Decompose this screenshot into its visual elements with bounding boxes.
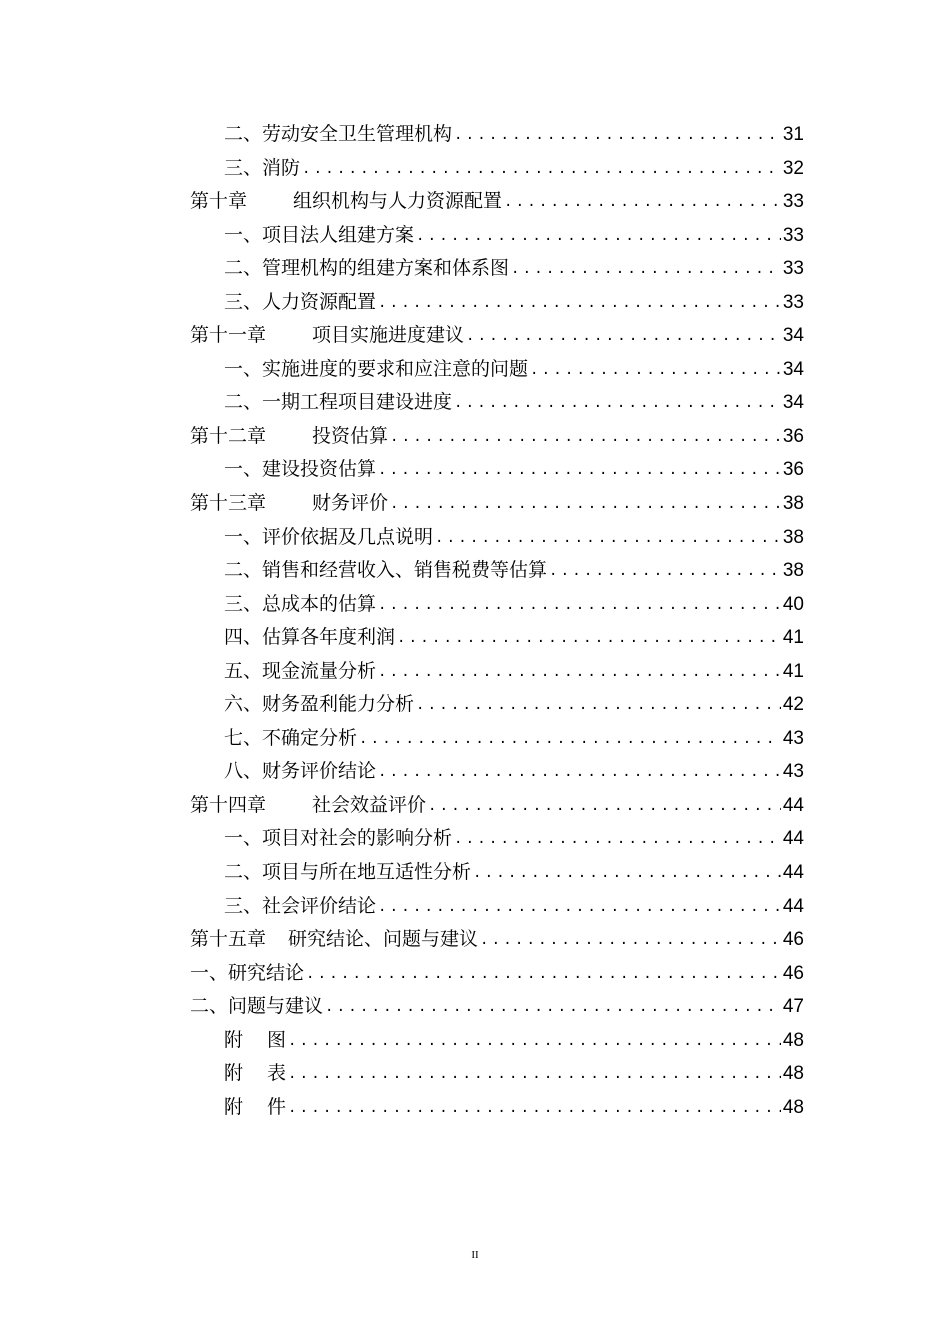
toc-entry-title: 表 xyxy=(267,1062,287,1085)
toc-entry[interactable] xyxy=(190,688,804,722)
toc-dot-leader xyxy=(288,1025,781,1059)
toc-dot-leader xyxy=(288,1058,781,1092)
toc-entry-number: 二、 xyxy=(190,995,229,1018)
toc-entry[interactable] xyxy=(190,353,804,387)
toc-entry-title: 销售和经营收入、销售税费等估算 xyxy=(262,559,548,582)
toc-entry-page-number: 46 xyxy=(782,962,804,984)
toc-dot-leader xyxy=(390,488,781,522)
toc-entry-title: 件 xyxy=(267,1095,287,1118)
toc-entry[interactable] xyxy=(190,554,804,588)
toc-entry-title: 项目与所在地互适性分析 xyxy=(262,861,472,884)
toc-dot-leader xyxy=(359,723,781,757)
toc-entry[interactable] xyxy=(190,621,804,655)
toc-dot-leader xyxy=(530,354,781,388)
toc-entry-page-number: 32 xyxy=(782,157,804,179)
table-of-contents xyxy=(190,118,804,1124)
toc-dot-leader xyxy=(378,454,781,488)
toc-entry-number: 二、 xyxy=(224,123,263,145)
toc-entry-number: 一、 xyxy=(224,458,263,481)
toc-entry-page-number: 43 xyxy=(782,727,804,749)
toc-entry-number: 三、 xyxy=(224,894,263,917)
toc-entry-title: 估算各年度利润 xyxy=(262,626,396,649)
toc-entry-page-number: 38 xyxy=(782,526,804,548)
toc-entry-number: 第十二章 xyxy=(190,424,267,447)
toc-entry-number: 三、 xyxy=(224,156,263,179)
toc-entry[interactable] xyxy=(190,118,804,152)
toc-entry-title: 财务评价结论 xyxy=(262,760,377,783)
toc-entry-title: 一期工程项目建设进度 xyxy=(262,391,453,414)
toc-dot-leader xyxy=(378,891,781,925)
toc-dot-leader xyxy=(473,857,781,891)
toc-entry-page-number: 33 xyxy=(782,191,804,213)
toc-entry-title: 建设投资估算 xyxy=(262,458,377,481)
toc-entry[interactable] xyxy=(190,286,804,320)
toc-entry-page-number: 33 xyxy=(782,291,804,313)
toc-entry[interactable] xyxy=(190,487,804,521)
toc-entry-number: 四、 xyxy=(224,626,263,649)
toc-entry-page-number: 31 xyxy=(782,124,804,145)
toc-entry-page-number: 42 xyxy=(782,694,804,716)
toc-dot-leader xyxy=(378,656,781,690)
toc-entry-page-number: 34 xyxy=(782,325,804,347)
page-footer-number: II xyxy=(471,1249,479,1261)
toc-entry[interactable] xyxy=(190,856,804,890)
toc-dot-leader xyxy=(288,1092,781,1126)
toc-entry-number: 附 xyxy=(224,1062,244,1085)
toc-entry-number: 二、 xyxy=(224,861,263,884)
toc-entry-number: 第十一章 xyxy=(190,324,267,347)
toc-entry[interactable] xyxy=(190,453,804,487)
toc-entry-page-number: 41 xyxy=(782,660,804,682)
toc-entry-page-number: 33 xyxy=(782,224,804,246)
toc-entry-number: 七、 xyxy=(224,726,263,749)
toc-entry[interactable] xyxy=(190,1091,804,1125)
toc-entry[interactable] xyxy=(190,722,804,756)
toc-entry-page-number: 40 xyxy=(782,593,804,615)
toc-entry-title: 不确定分析 xyxy=(262,726,358,749)
toc-entry-page-number: 43 xyxy=(782,761,804,783)
toc-entry-number: 八、 xyxy=(224,760,263,783)
toc-entry-title: 人力资源配置 xyxy=(262,290,377,313)
toc-dot-leader xyxy=(302,153,781,187)
toc-dot-leader xyxy=(511,253,781,287)
toc-entry[interactable] xyxy=(190,789,804,823)
toc-entry-title: 消防 xyxy=(262,156,301,179)
toc-entry[interactable] xyxy=(190,185,804,219)
toc-entry-number: 三、 xyxy=(224,592,263,615)
toc-dot-leader xyxy=(480,924,781,958)
toc-entry-number: 附 xyxy=(224,1028,244,1051)
toc-entry-page-number: 46 xyxy=(782,929,804,951)
toc-entry-number: 第十五章 xyxy=(190,928,267,951)
toc-entry-page-number: 41 xyxy=(782,627,804,649)
toc-entry[interactable] xyxy=(190,386,804,420)
toc-entry-number: 三、 xyxy=(224,290,263,313)
toc-dot-leader xyxy=(454,387,781,421)
toc-entry[interactable] xyxy=(190,252,804,286)
toc-dot-leader xyxy=(378,287,781,321)
toc-dot-leader xyxy=(378,589,781,623)
toc-entry-page-number: 33 xyxy=(782,258,804,280)
toc-entry-title: 现金流量分析 xyxy=(262,659,377,682)
toc-entry[interactable] xyxy=(190,319,804,353)
toc-entry[interactable] xyxy=(190,1024,804,1058)
toc-entry-page-number: 34 xyxy=(782,358,804,380)
toc-entry-title: 研究结论 xyxy=(228,961,305,984)
toc-entry-number: 一、 xyxy=(190,961,229,984)
toc-entry-page-number: 48 xyxy=(782,1029,804,1051)
toc-entry-page-number: 44 xyxy=(782,828,804,850)
toc-entry-number: 一、 xyxy=(224,827,263,850)
toc-entry-title: 财务评价 xyxy=(312,492,389,515)
toc-entry-title: 投资估算 xyxy=(312,424,389,447)
toc-entry[interactable] xyxy=(190,755,804,789)
toc-entry-title: 社会效益评价 xyxy=(312,793,427,816)
toc-entry-number: 二、 xyxy=(224,257,263,280)
toc-entry-title: 评价依据及几点说明 xyxy=(262,525,434,548)
toc-entry-title: 项目法人组建方案 xyxy=(262,223,415,246)
toc-entry[interactable] xyxy=(190,957,804,991)
toc-entry-page-number: 34 xyxy=(782,392,804,414)
toc-entry-title: 社会评价结论 xyxy=(262,894,377,917)
toc-entry-number: 二、 xyxy=(224,559,263,582)
toc-entry-page-number: 44 xyxy=(782,794,804,816)
toc-entry[interactable] xyxy=(190,655,804,689)
toc-entry-number: 第十四章 xyxy=(190,793,267,816)
toc-entry[interactable] xyxy=(190,420,804,454)
toc-dot-leader xyxy=(416,689,781,723)
toc-entry-page-number: 36 xyxy=(782,425,804,447)
toc-entry[interactable] xyxy=(190,521,804,555)
toc-dot-leader xyxy=(504,186,781,220)
toc-entry-title: 总成本的估算 xyxy=(262,592,377,615)
toc-entry-title: 项目实施进度建议 xyxy=(312,324,465,347)
toc-entry[interactable] xyxy=(190,822,804,856)
toc-entry-number: 一、 xyxy=(224,223,263,246)
toc-entry-title: 管理机构的组建方案和体系图 xyxy=(262,257,510,280)
toc-entry-number: 附 xyxy=(224,1095,244,1118)
toc-entry[interactable] xyxy=(190,890,804,924)
toc-entry-title: 项目对社会的影响分析 xyxy=(262,827,453,850)
toc-entry-page-number: 36 xyxy=(782,459,804,481)
toc-entry-page-number: 48 xyxy=(782,1096,804,1118)
toc-entry-number: 一、 xyxy=(224,357,263,380)
toc-entry-page-number: 38 xyxy=(782,560,804,582)
toc-dot-leader xyxy=(428,790,781,824)
toc-entry[interactable] xyxy=(190,990,804,1024)
toc-dot-leader xyxy=(416,220,781,254)
toc-entry-title: 财务盈利能力分析 xyxy=(262,693,415,716)
toc-entry-number: 一、 xyxy=(224,525,263,548)
toc-entry-title: 实施进度的要求和应注意的问题 xyxy=(262,357,529,380)
toc-entry-number: 六、 xyxy=(224,693,263,716)
toc-dot-leader xyxy=(397,622,781,656)
toc-dot-leader xyxy=(454,823,781,857)
toc-entry[interactable] xyxy=(190,1057,804,1091)
toc-entry-page-number: 44 xyxy=(782,895,804,917)
toc-entry-title: 劳动安全卫生管理机构 xyxy=(262,123,453,145)
toc-dot-leader xyxy=(466,320,781,354)
toc-entry-number: 五、 xyxy=(224,659,263,682)
toc-entry-number: 第十三章 xyxy=(190,492,267,515)
toc-dot-leader xyxy=(378,756,781,790)
toc-entry[interactable] xyxy=(190,152,804,186)
toc-dot-leader xyxy=(435,522,781,556)
toc-entry-page-number: 47 xyxy=(782,996,804,1018)
toc-dot-leader xyxy=(549,555,781,589)
toc-entry-title: 研究结论、问题与建议 xyxy=(288,928,479,951)
toc-entry-page-number: 44 xyxy=(782,862,804,884)
toc-entry-title: 图 xyxy=(267,1028,287,1051)
toc-entry-page-number: 48 xyxy=(782,1063,804,1085)
toc-dot-leader xyxy=(306,958,781,992)
toc-dot-leader xyxy=(390,421,781,455)
toc-entry[interactable] xyxy=(190,923,804,957)
toc-entry-number: 第十章 xyxy=(190,190,248,213)
toc-entry[interactable] xyxy=(190,219,804,253)
toc-entry[interactable] xyxy=(190,588,804,622)
toc-entry-title: 组织机构与人力资源配置 xyxy=(293,190,503,213)
toc-entry-page-number: 38 xyxy=(782,493,804,515)
toc-entry-number: 二、 xyxy=(224,391,263,414)
toc-entry-title: 问题与建议 xyxy=(228,995,324,1018)
toc-dot-leader xyxy=(454,119,781,153)
toc-dot-leader xyxy=(325,991,781,1025)
